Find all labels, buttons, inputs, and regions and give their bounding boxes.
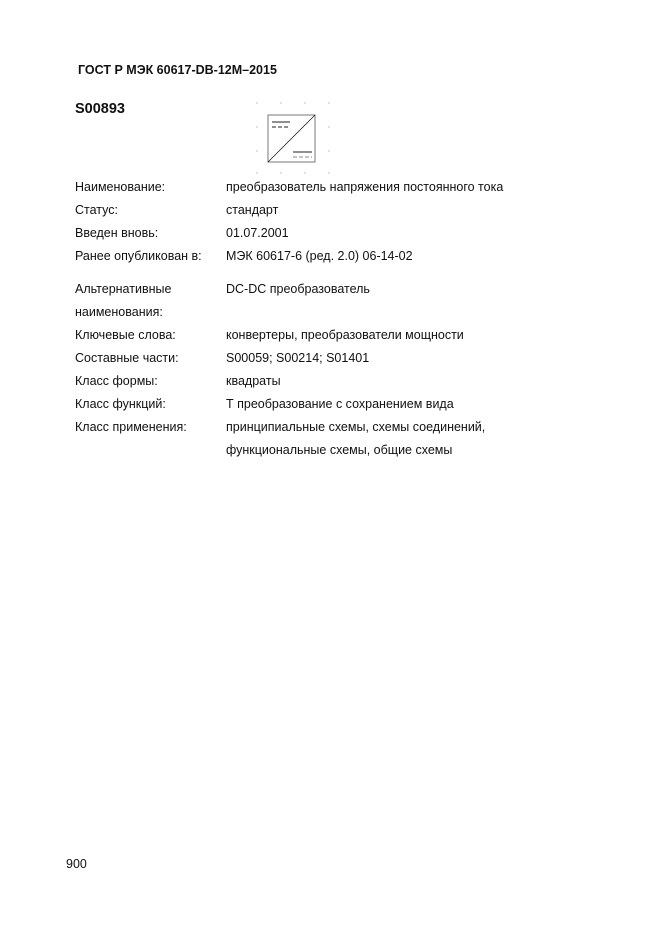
field-value: МЭК 60617-6 (ред. 2.0) 06-14-02 bbox=[226, 249, 413, 263]
field-value: функциональные схемы, общие схемы bbox=[226, 443, 453, 457]
field-label: Наименование: bbox=[75, 180, 166, 194]
field-label: Введен вновь: bbox=[75, 226, 159, 240]
page-number: 900 bbox=[66, 857, 87, 871]
field-value: стандарт bbox=[226, 203, 279, 217]
document-header: ГОСТ Р МЭК 60617-DB-12M–2015 bbox=[78, 63, 277, 77]
field-label: Альтернативные bbox=[75, 282, 172, 296]
field-value: 01.07.2001 bbox=[226, 226, 289, 240]
field-label: Ключевые слова: bbox=[75, 328, 176, 342]
field-label: Составные части: bbox=[75, 351, 179, 365]
field-label: наименования: bbox=[75, 305, 163, 319]
dc-dc-converter-symbol-icon bbox=[255, 101, 333, 175]
field-value: квадраты bbox=[226, 374, 281, 388]
field-label: Класс применения: bbox=[75, 420, 187, 434]
field-label: Класс функций: bbox=[75, 397, 166, 411]
field-value: принципиальные схемы, схемы соединений, bbox=[226, 420, 486, 434]
field-value: Т преобразование с сохранением вида bbox=[226, 397, 454, 411]
field-value: S00059; S00214; S01401 bbox=[226, 351, 370, 365]
field-value: конвертеры, преобразователи мощности bbox=[226, 328, 464, 342]
field-value: преобразователь напряжения постоянного тока bbox=[226, 180, 504, 194]
field-label: Ранее опубликован в: bbox=[75, 249, 202, 263]
field-label: Класс формы: bbox=[75, 374, 158, 388]
field-value: DC-DC преобразователь bbox=[226, 282, 370, 296]
symbol-code: S00893 bbox=[75, 101, 125, 117]
field-label: Статус: bbox=[75, 203, 118, 217]
